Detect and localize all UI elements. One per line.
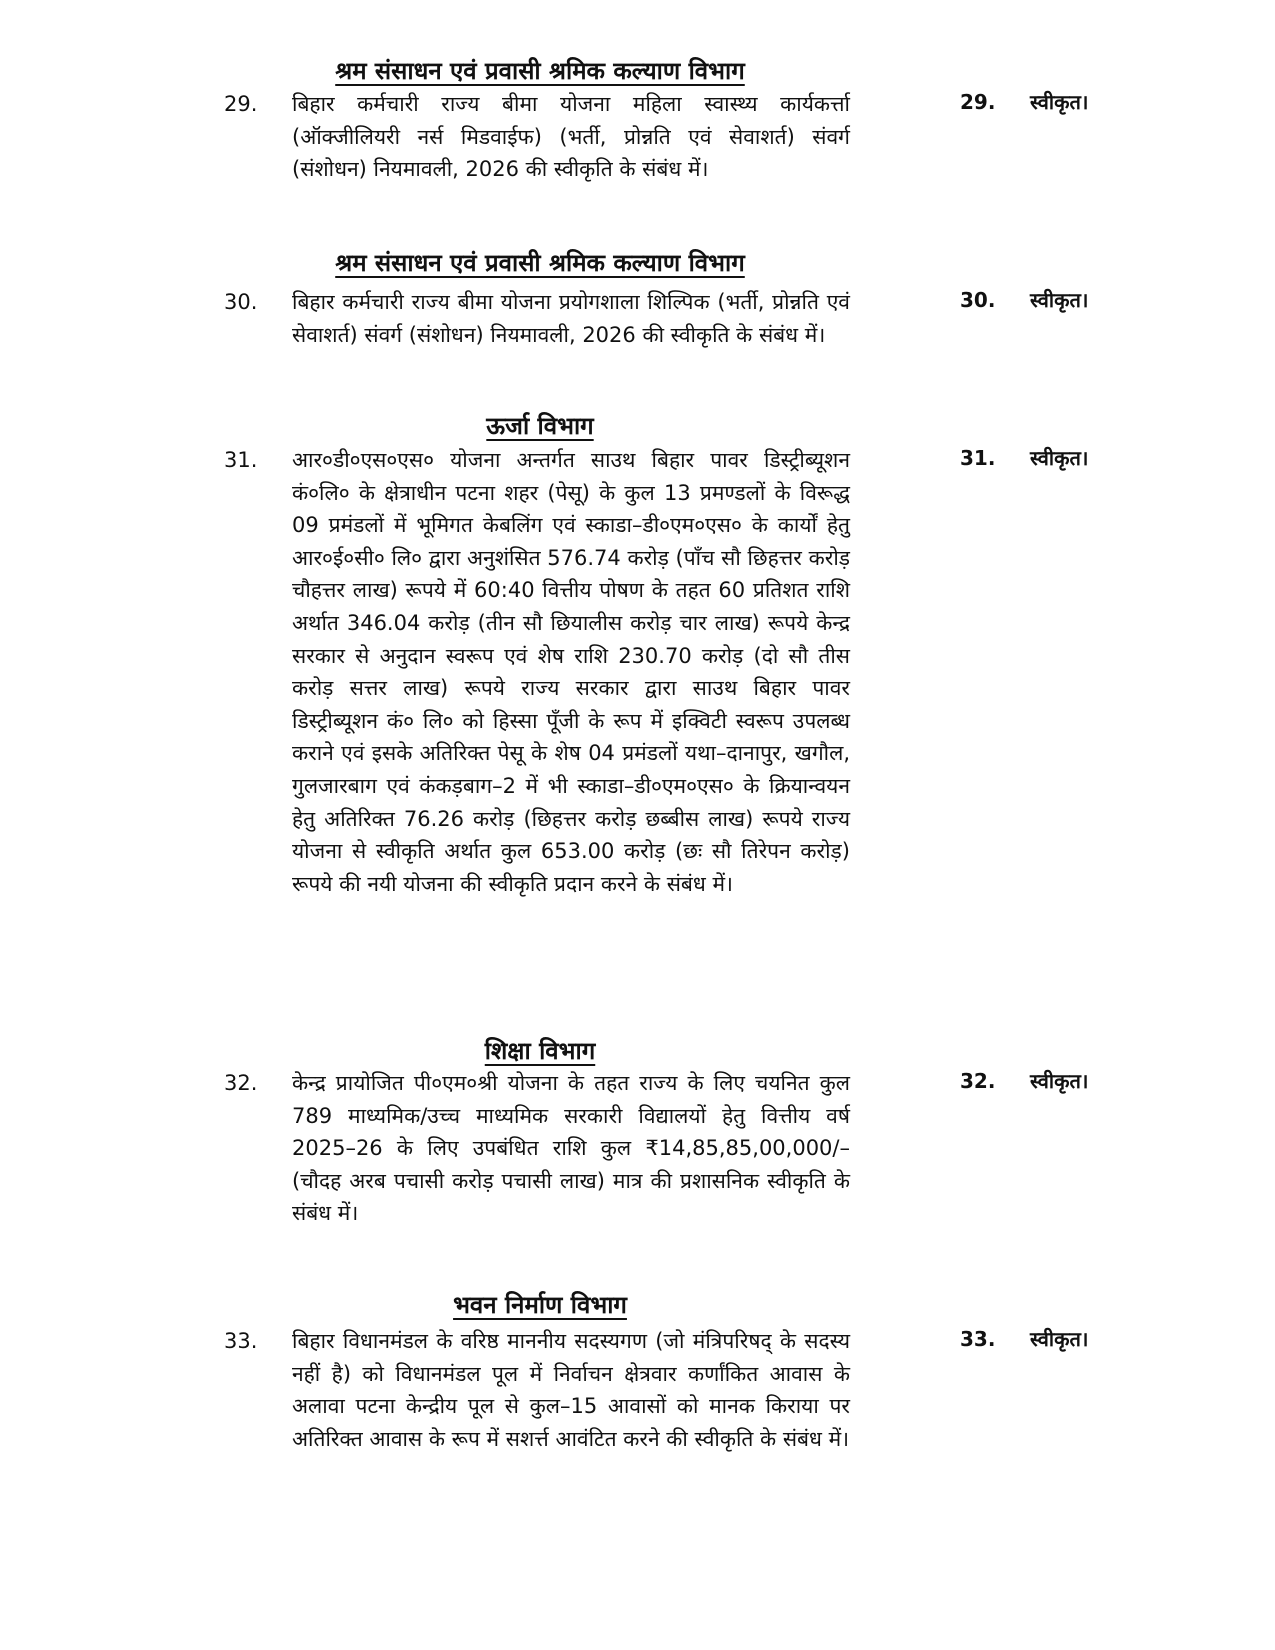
decision-number: 33. — [960, 1327, 996, 1351]
department-heading: श्रम संसाधन एवं प्रवासी श्रमिक कल्याण विभाग — [335, 57, 745, 85]
item-number: 29. — [224, 92, 258, 116]
decision-number: 30. — [960, 288, 996, 312]
decision-status: स्वीकृत। — [1030, 1327, 1089, 1351]
item-number: 30. — [224, 290, 258, 314]
item-description: बिहार कर्मचारी राज्य बीमा योजना महिला स्वास्थ्य कार्यकर्त्ता (ऑक्जीलियरी नर्स मिडवाईफ) (भर्ती, प्रोन्नति एवं सेवाशर्त) संवर्ग (संशोधन) नियमावली, 2026 की स्वीकृति के संबंध में। — [292, 92, 850, 182]
department-heading: भवन निर्माण विभाग — [453, 1291, 627, 1319]
item-description: केन्द्र प्रायोजित पी०एम०श्री योजना के तहत राज्य के लिए चयनित कुल 789 माध्यमिक/उच्च माध्यमिक सरकारी विद्यालयों हेतु वित्तीय वर्ष 2025–26 के लिए उपबंधित राशि कुल ₹14,85,85,00,000/–(चौदह अरब पचासी करोड़ पचासी लाख) मात्र की प्रशासनिक स्वीकृति के संबंध में। — [292, 1071, 850, 1226]
decision-status: स्वीकृत। — [1030, 288, 1089, 312]
decision-number: 31. — [960, 446, 996, 470]
decision-status: स्वीकृत। — [1030, 90, 1089, 114]
decision-number: 32. — [960, 1069, 996, 1093]
item-number: 33. — [224, 1329, 258, 1353]
item-description: आर०डी०एस०एस० योजना अन्तर्गत साउथ बिहार पावर डिस्ट्रीब्यूशन कं०लि० के क्षेत्राधीन पटना शहर (पेसू) के कुल 13 प्रमण्डलों के विरूद्ध 09 प्रमंडलों में भूमिगत केबलिंग एवं स्काडा–डी०एम०एस० के कार्यों हेतु आर०ई०सी० लि० द्वारा अनुशंसित 576.74 करोड़ (पाँच सौ छिहत्तर करोड़ चौहत्तर लाख) रूपये में 60:40 वित्तीय पोषण के तहत 60 प्रतिशत राशि अर्थात 346.04 करोड़ (तीन सौ छियालीस करोड़ चार लाख) रूपये केन्द्र सरकार से अनुदान स्वरूप एवं शेष राशि 230.70 करोड़ (दो सौ तीस करोड़ सत्तर लाख) रूपये राज्य सरकार द्वारा साउथ बिहार पावर डिस्ट्रीब्यूशन कं० लि० को हिस्सा पूँजी के रूप में इक्विटी स्वरूप उपलब्ध कराने एवं इसके अतिरिक्त पेसू के शेष 04 प्रमंडलों यथा–दानापुर, खगौल, गुलजारबाग एवं कंकड़बाग–2 में भी स्काडा–डी०एम०एस० के क्रियान्वयन हेतु अतिरिक्त 76.26 करोड़ (छिहत्तर करोड़ छब्बीस लाख) रूपये राज्य योजना से स्वीकृति अर्थात कुल 653.00 करोड़ (छः सौ तिरेपन करोड़) रूपये की नयी योजना की स्वीकृति प्रदान करने के संबंध में। — [292, 448, 850, 896]
item-description: बिहार विधानमंडल के वरिष्ठ माननीय सदस्यगण (जो मंत्रिपरिषद् के सदस्य नहीं है) को विधानमंडल पूल में निर्वाचन क्षेत्रवार कर्णांकित आवास के अलावा पटना केन्द्रीय पूल से कुल–15 आवासों को मानक किराया पर अतिरिक्त आवास के रूप में सशर्त्त आवंटित करने की स्वीकृति के संबंध में। — [292, 1329, 850, 1451]
decision-number: 29. — [960, 90, 996, 114]
item-number: 32. — [224, 1071, 258, 1095]
department-heading: ऊर्जा विभाग — [486, 412, 594, 440]
decision-status: स्वीकृत। — [1030, 1069, 1089, 1093]
item-description: बिहार कर्मचारी राज्य बीमा योजना प्रयोगशाला शिल्पिक (भर्ती, प्रोन्नति एवं सेवाशर्त) संवर्ग (संशोधन) नियमावली, 2026 की स्वीकृति के संबंध में। — [292, 290, 850, 347]
department-heading: श्रम संसाधन एवं प्रवासी श्रमिक कल्याण विभाग — [335, 249, 745, 277]
department-heading: शिक्षा विभाग — [484, 1037, 596, 1065]
decision-status: स्वीकृत। — [1030, 446, 1089, 470]
item-number: 31. — [224, 448, 258, 472]
